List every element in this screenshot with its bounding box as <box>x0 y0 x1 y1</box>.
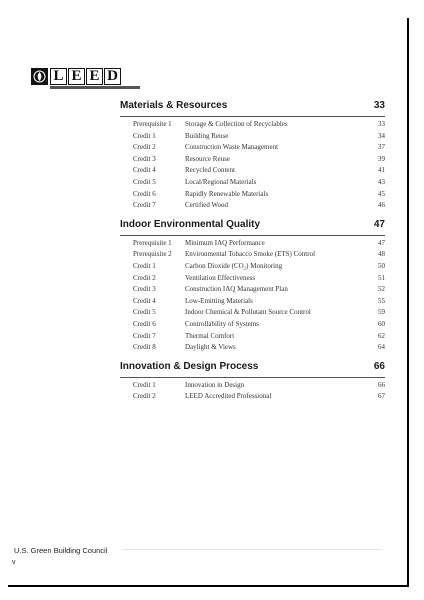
logo-letter: L <box>50 68 67 85</box>
toc-entry[interactable] <box>120 190 385 202</box>
toc-entry[interactable] <box>120 274 385 286</box>
entry-title: Indoor Chemical & Pollutant Source Control <box>185 308 311 317</box>
toc-entry[interactable] <box>120 285 385 297</box>
toc-entry[interactable] <box>120 320 385 332</box>
toc-section <box>120 100 385 213</box>
entry-title: Resource Reuse <box>185 154 230 163</box>
toc-entry[interactable] <box>120 120 385 132</box>
entry-title: Environmental Tobacco Smoke (ETS) Control <box>185 250 316 259</box>
table-of-contents <box>120 100 385 410</box>
entry-page-number: 37 <box>378 143 385 152</box>
entry-page-number: 67 <box>378 392 385 401</box>
entry-title: Daylight & Views <box>185 343 236 352</box>
entry-page-number: 45 <box>378 189 385 198</box>
entry-page-number: 51 <box>378 273 385 282</box>
section-heading[interactable] <box>120 100 385 117</box>
toc-entry[interactable] <box>120 381 385 393</box>
entry-label: Credit 1 <box>133 380 156 389</box>
toc-entry[interactable] <box>120 166 385 178</box>
toc-entry[interactable] <box>120 308 385 320</box>
toc-entry[interactable] <box>120 143 385 155</box>
entry-label: Credit 2 <box>133 273 156 282</box>
toc-entry[interactable] <box>120 332 385 344</box>
toc-entry[interactable] <box>120 262 385 274</box>
section-heading[interactable] <box>120 219 385 236</box>
entry-label: Credit 4 <box>133 296 156 305</box>
section-title: Innovation & Design Process <box>120 360 259 372</box>
entry-title: LEED Accredited Professional <box>185 392 272 401</box>
section-page-number: 66 <box>373 360 385 372</box>
toc-entry[interactable] <box>120 178 385 190</box>
entry-page-number: 52 <box>378 285 385 294</box>
entry-label: Credit 1 <box>133 261 156 270</box>
entry-page-number: 64 <box>378 343 385 352</box>
entry-title: Building Reuse <box>185 131 229 140</box>
entry-label: Prerequisite 1 <box>133 120 172 128</box>
toc-entry[interactable] <box>120 250 385 262</box>
entry-page-number: 39 <box>378 154 385 163</box>
entry-label: Credit 5 <box>133 308 156 317</box>
entry-page-number: 60 <box>378 319 385 328</box>
footer-mark: v <box>12 559 16 566</box>
entry-label: Prerequisite 1 <box>133 238 172 247</box>
toc-entry[interactable] <box>120 392 385 404</box>
entry-label: Credit 5 <box>133 177 156 186</box>
leed-logo <box>31 68 122 85</box>
entry-title: Minimum IAQ Performance <box>185 238 265 247</box>
entry-title: Recycled Content <box>185 166 235 175</box>
entry-page-number: 33 <box>378 120 385 128</box>
entry-title: Ventilation Effectiveness <box>185 273 256 282</box>
entry-title: Storage & Collection of Recyclables <box>185 120 288 128</box>
toc-section <box>120 361 385 404</box>
entry-title: Certified Wood <box>185 201 229 210</box>
entry-label: Credit 7 <box>133 201 156 210</box>
entry-label: Prerequisite 2 <box>133 250 172 259</box>
logo-subtitle-bar <box>50 86 140 89</box>
toc-entry[interactable] <box>120 155 385 167</box>
entry-label: Credit 7 <box>133 331 156 340</box>
entry-label: Credit 6 <box>133 319 156 328</box>
leed-wordmark <box>50 68 122 85</box>
entry-label: Credit 6 <box>133 189 156 198</box>
toc-entry[interactable] <box>120 343 385 355</box>
entry-label: Credit 4 <box>133 166 156 175</box>
entry-page-number: 34 <box>378 131 385 140</box>
footer-org-name: U.S. Green Building Council <box>14 546 108 555</box>
logo-letter: E <box>68 68 85 85</box>
entry-label: Credit 3 <box>133 285 156 294</box>
logo-letter: E <box>86 68 103 85</box>
leed-emblem-icon <box>31 68 48 85</box>
entry-title: Construction Waste Management <box>185 143 279 152</box>
entry-page-number: 55 <box>378 296 385 305</box>
toc-entry[interactable] <box>120 201 385 213</box>
entry-page-number: 59 <box>378 308 385 317</box>
toc-entry[interactable] <box>120 132 385 144</box>
entry-page-number: 46 <box>378 201 385 210</box>
toc-entry[interactable] <box>120 297 385 309</box>
entry-title: Construction IAQ Management Plan <box>185 285 288 294</box>
entry-page-number: 50 <box>378 261 385 270</box>
entry-label: Credit 2 <box>133 143 156 152</box>
entry-page-number: 43 <box>378 177 385 186</box>
entry-title: Rapidly Renewable Materials <box>185 189 269 198</box>
entry-title: Low-Emitting Materials <box>185 296 253 305</box>
entry-label: Credit 2 <box>133 392 156 401</box>
entry-page-number: 66 <box>378 380 385 389</box>
entry-page-number: 47 <box>378 238 385 247</box>
entry-title: Thermal Comfort <box>185 331 235 340</box>
entry-title: Innovation in Design <box>185 380 245 389</box>
toc-section <box>120 219 385 355</box>
section-page-number: 33 <box>373 100 385 111</box>
entry-label: Credit 1 <box>133 131 156 140</box>
entry-page-number: 48 <box>378 250 385 259</box>
entry-page-number: 62 <box>378 331 385 340</box>
logo-letter: D <box>104 68 121 85</box>
section-title: Materials & Resources <box>120 100 228 111</box>
entry-page-number: 41 <box>378 166 385 175</box>
toc-entry[interactable] <box>120 239 385 251</box>
entry-title: Controllability of Systems <box>185 319 259 328</box>
section-page-number: 47 <box>373 218 385 230</box>
entry-title: Local/Regional Materials <box>185 177 257 186</box>
entry-label: Credit 8 <box>133 343 156 352</box>
section-heading[interactable] <box>120 361 385 378</box>
entry-label: Credit 3 <box>133 154 156 163</box>
entry-title: Carbon Dioxide (CO₂) Monitoring <box>185 261 283 270</box>
footer-rule <box>121 549 383 550</box>
section-title: Indoor Environmental Quality <box>120 218 261 230</box>
